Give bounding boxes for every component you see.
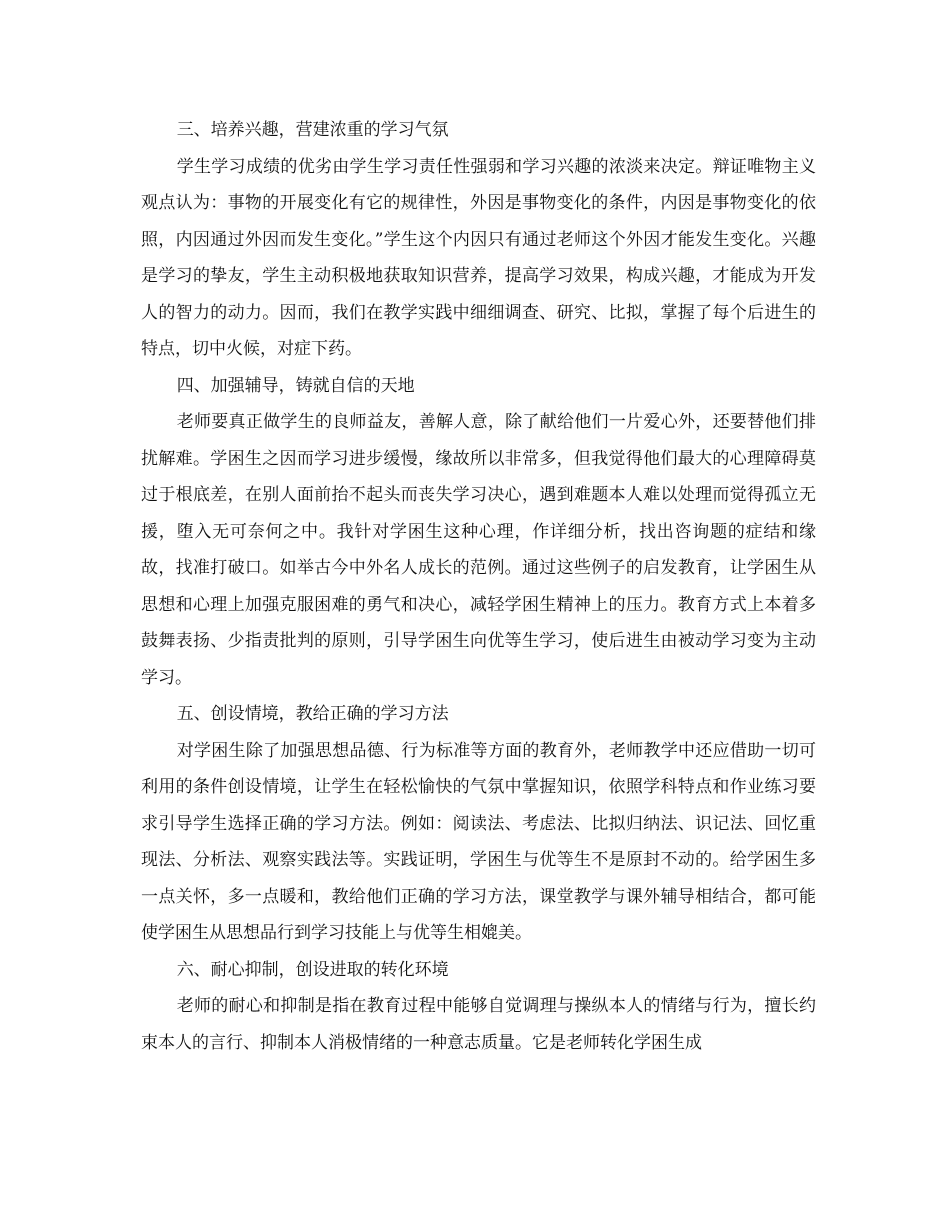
- section-paragraph-4: 老师要真正做学生的良师益友，善解人意，除了献给他们一片爱心外，还要替他们排扰解难。学困生之因而学习进步缓慢，缘故所以非常多，但我觉得他们最大的心理障碍莫过于根底差，在别人面前抬不起头而丧失学习决心，遇到难题本人难以处理而觉得孤立无援，堕入无可奈何之中。我针对学困生这种心理，作详细分析，找出咨询题的症结和缘故，找准打破口。如举古今中外名人成长的范例。通过这些例子的启发教育，让学困生从思想和心理上加强克服困难的勇气和决心，减轻学困生精神上的压力。教育方式上本着多鼓舞表扬、少指责批判的原则，引导学困生向优等生学习，使后进生由被动学习变为主动学习。: [141, 412, 816, 688]
- section-heading-5: 五、创设情境，教给正确的学习方法: [176, 704, 449, 724]
- section-paragraph-3: 学生学习成绩的优劣由学生学习责任性强弱和学习兴趣的浓淡来决定。辩证唯物主义观点认为：事物的开展变化有它的规律性，外因是事物变化的条件，内因是事物变化的依照，内因通过外因而发生变化。”学生这个内因只有通过老师这个外因才能发生变化。兴趣是学习的挚友，学生主动积极地获取知识营养，提高学习效果，构成兴趣，才能成为开发人的智力的动力。因而，我们在教学实践中细细调查、研究、比拟，掌握了每个后进生的特点，切中火候，对症下药。: [141, 156, 816, 359]
- section-heading-4: 四、加强辅导，铸就自信的天地: [176, 375, 415, 396]
- document-body: [141, 112, 816, 1061]
- section-paragraph-6: 老师的耐心和抑制是指在教育过程中能够自觉调理与操纵本人的情绪与行为，擅长约束本人的言行、抑制本人消极情绪的一种意志质量。它是老师转化学困生成: [141, 996, 816, 1053]
- section-paragraph-5: 对学困生除了加强思想品德、行为标准等方面的教育外，老师教学中还应借助一切可利用的条件创设情境，让学生在轻松愉快的气氛中掌握知识，依照学科特点和作业练习要求引导学生选择正确的学习方法。例如：阅读法、考虑法、比拟归纳法、识记法、回忆重现法、分析法、观察实践法等。实践证明，学困生与优等生不是原封不动的。给学困生多一点关怀，多一点暖和，教给他们正确的学习方法，课堂教学与课外辅导相结合，都可能使学困生从思想品行到学习技能上与优等生相媲美。: [141, 740, 816, 943]
- section-heading-3: 三、培养兴趣，营建浓重的学习气氛: [176, 120, 449, 140]
- section-heading-6: 六、耐心抑制，创设进取的转化环境: [176, 959, 449, 980]
